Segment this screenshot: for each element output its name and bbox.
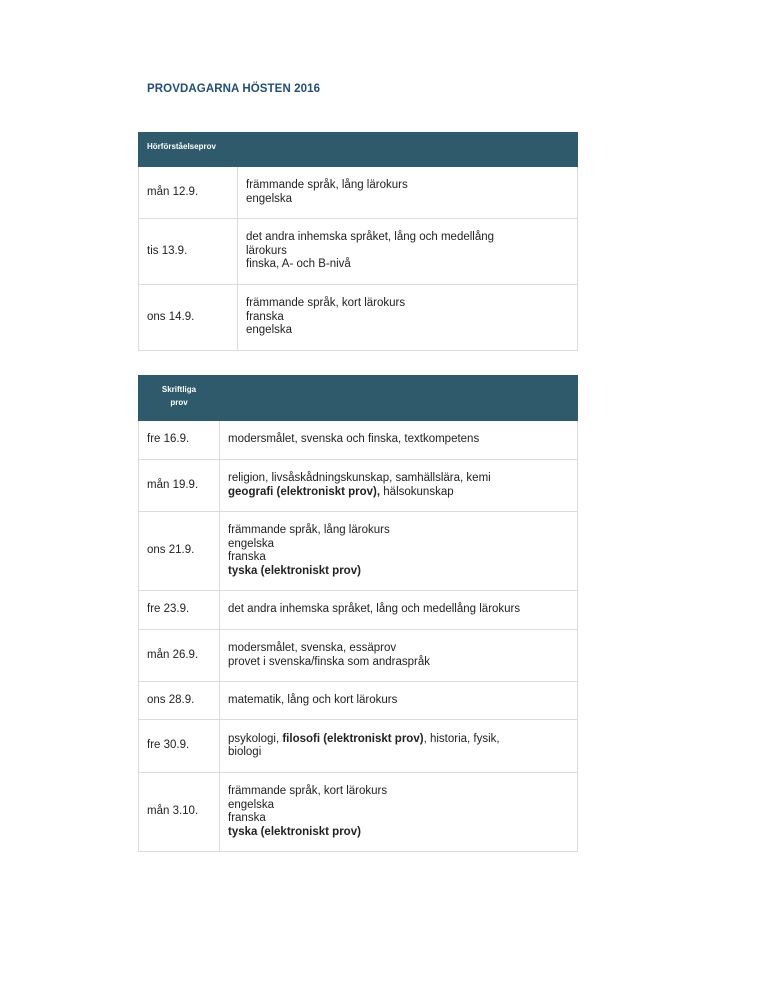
date-cell: fre 16.9. <box>139 421 220 460</box>
subject-cell: modersmålet, svenska, essäprov provet i svenska/finska som andraspråk <box>220 630 578 682</box>
subject-cell: matematik, lång och kort lärokurs <box>220 682 578 720</box>
table-row <box>139 591 578 630</box>
listening-test-table <box>138 132 578 351</box>
table-row <box>139 720 578 773</box>
subject-cell: modersmålet, svenska och finska, textkompetens <box>220 421 578 460</box>
written-exam-table <box>138 375 578 852</box>
subject-cell: främmande språk, kort lärokurs engelska franska tyska (elektroniskt prov) <box>220 773 578 852</box>
subject-cell: psykologi, filosofi (elektroniskt prov), historia, fysik, biologi <box>220 720 578 773</box>
header-empty-cell <box>238 133 578 167</box>
date-cell: ons 14.9. <box>139 285 238 351</box>
table-row <box>139 285 578 351</box>
date-cell: mån 12.9. <box>139 167 238 219</box>
written-header: Skriftliga prov <box>139 376 220 421</box>
date-cell: tis 13.9. <box>139 219 238 285</box>
table-row <box>139 682 578 720</box>
date-cell: fre 23.9. <box>139 591 220 630</box>
date-cell: fre 30.9. <box>139 720 220 773</box>
date-cell: ons 28.9. <box>139 682 220 720</box>
table-row <box>139 219 578 285</box>
listening-header: Hörförståelseprov <box>139 133 238 167</box>
table-row <box>139 460 578 512</box>
table-row <box>139 512 578 591</box>
subject-cell: religion, livsåskådningskunskap, samhällslära, kemi geografi (elektroniskt prov), hälsokunskap <box>220 460 578 512</box>
subject-cell: främmande språk, lång lärokurs engelska franska tyska (elektroniskt prov) <box>220 512 578 591</box>
table-row <box>139 167 578 219</box>
table-row <box>139 421 578 460</box>
table-row <box>139 630 578 682</box>
date-cell: mån 26.9. <box>139 630 220 682</box>
header-empty-cell <box>220 376 578 421</box>
table-header-row <box>139 133 578 167</box>
subject-cell: det andra inhemska språket, lång och medellång lärokurs finska, A- och B-nivå <box>238 219 578 285</box>
table-row <box>139 773 578 852</box>
date-cell: mån 3.10. <box>139 773 220 852</box>
table-header-row <box>139 376 578 421</box>
date-cell: mån 19.9. <box>139 460 220 512</box>
subject-cell: främmande språk, kort lärokurs franska engelska <box>238 285 578 351</box>
date-cell: ons 21.9. <box>139 512 220 591</box>
subject-cell: det andra inhemska språket, lång och medellång lärokurs <box>220 591 578 630</box>
page-title: PROVDAGARNA HÖSTEN 2016 <box>147 83 321 95</box>
subject-cell: främmande språk, lång lärokurs engelska <box>238 167 578 219</box>
